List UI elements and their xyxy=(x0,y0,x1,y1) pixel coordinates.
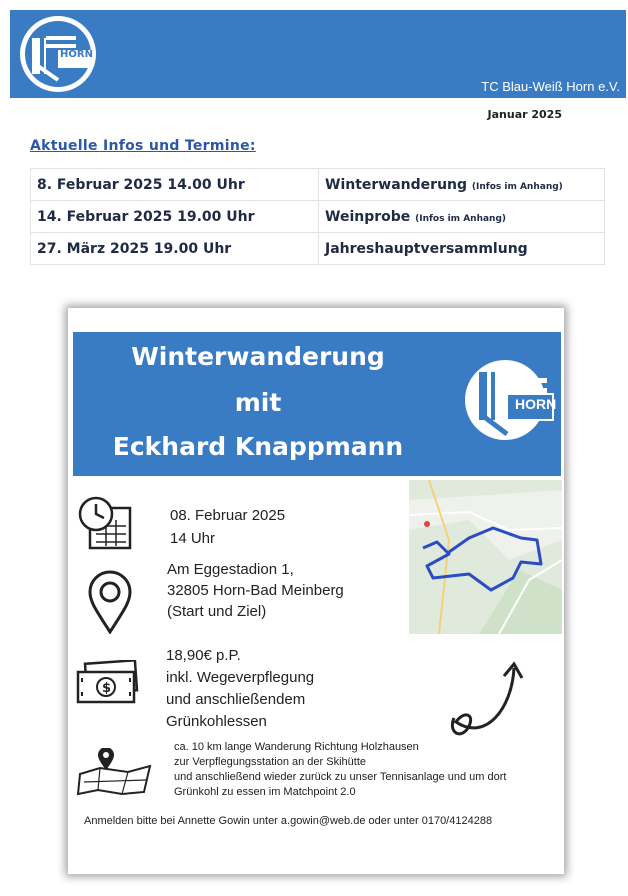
flyer-address-line: (Start und Ziel) xyxy=(167,603,267,620)
location-pin-icon xyxy=(88,570,132,634)
flyer-title-line: mit xyxy=(234,388,282,417)
header-banner xyxy=(10,10,626,98)
logo-text: HORN xyxy=(60,49,93,60)
flyer-route-line: und anschließend wieder zurück zu unser Tennisanlage und um dort xyxy=(174,771,507,783)
flyer-time: 14 Uhr xyxy=(170,530,216,547)
event-note: (Infos im Anhang) xyxy=(471,181,563,192)
flyer-title-line: Winterwanderung xyxy=(131,342,385,371)
flyer-signup: Anmelden bitte bei Annette Gowin unter a.gowin@web.de oder unter 0170/4124288 xyxy=(84,815,493,827)
flyer-route-line: Grünkohl zu essen im Matchpoint 2.0 xyxy=(174,786,356,798)
calendar-clock-icon xyxy=(76,496,134,554)
table-row xyxy=(31,169,605,201)
flyer-address-line: 32805 Horn-Bad Meinberg xyxy=(167,582,344,599)
map-pin-icon xyxy=(76,748,154,796)
event-name: Jahreshauptversammlung xyxy=(325,240,528,257)
flyer-route-line: zur Verpflegungsstation an der Skihütte xyxy=(174,756,367,768)
event-name: Winterwanderung xyxy=(325,176,468,193)
event-name: Weinprobe xyxy=(325,208,411,225)
flyer-price-detail: Grünkohlessen xyxy=(166,713,267,730)
flyer-route-line: ca. 10 km lange Wanderung Richtung Holzhausen xyxy=(174,741,419,753)
event-note: (Infos im Anhang) xyxy=(415,213,507,224)
event-title xyxy=(319,169,605,201)
svg-text:$: $ xyxy=(102,681,112,696)
route-map xyxy=(409,480,562,634)
flyer-banner xyxy=(73,332,561,476)
table-row xyxy=(31,233,605,265)
event-title xyxy=(319,233,605,265)
event-date: 27. März 2025 19.00 Uhr xyxy=(31,233,319,265)
curved-arrow-icon xyxy=(446,658,526,742)
flyer-price-detail: und anschließendem xyxy=(166,691,306,708)
flyer-logo-text: HORN xyxy=(515,396,557,412)
event-title xyxy=(319,201,605,233)
club-name: TC Blau-Weiß Horn e.V. xyxy=(481,79,620,94)
newsletter-date: Januar 2025 xyxy=(487,108,562,121)
flyer-price: 18,90€ p.P. xyxy=(166,647,241,664)
event-date: 14. Februar 2025 19.00 Uhr xyxy=(31,201,319,233)
events-table xyxy=(30,168,605,265)
flyer-date: 08. Februar 2025 xyxy=(170,507,286,524)
event-flyer xyxy=(68,308,564,874)
table-row xyxy=(31,201,605,233)
event-date: 8. Februar 2025 14.00 Uhr xyxy=(31,169,319,201)
money-icon xyxy=(76,660,140,706)
flyer-price-detail: inkl. Wegeverpflegung xyxy=(166,669,315,686)
section-title: Aktuelle Infos und Termine: xyxy=(30,138,256,154)
flyer-address-line: Am Eggestadion 1, xyxy=(167,561,294,578)
flyer-title-line: Eckhard Knappmann xyxy=(112,432,404,461)
